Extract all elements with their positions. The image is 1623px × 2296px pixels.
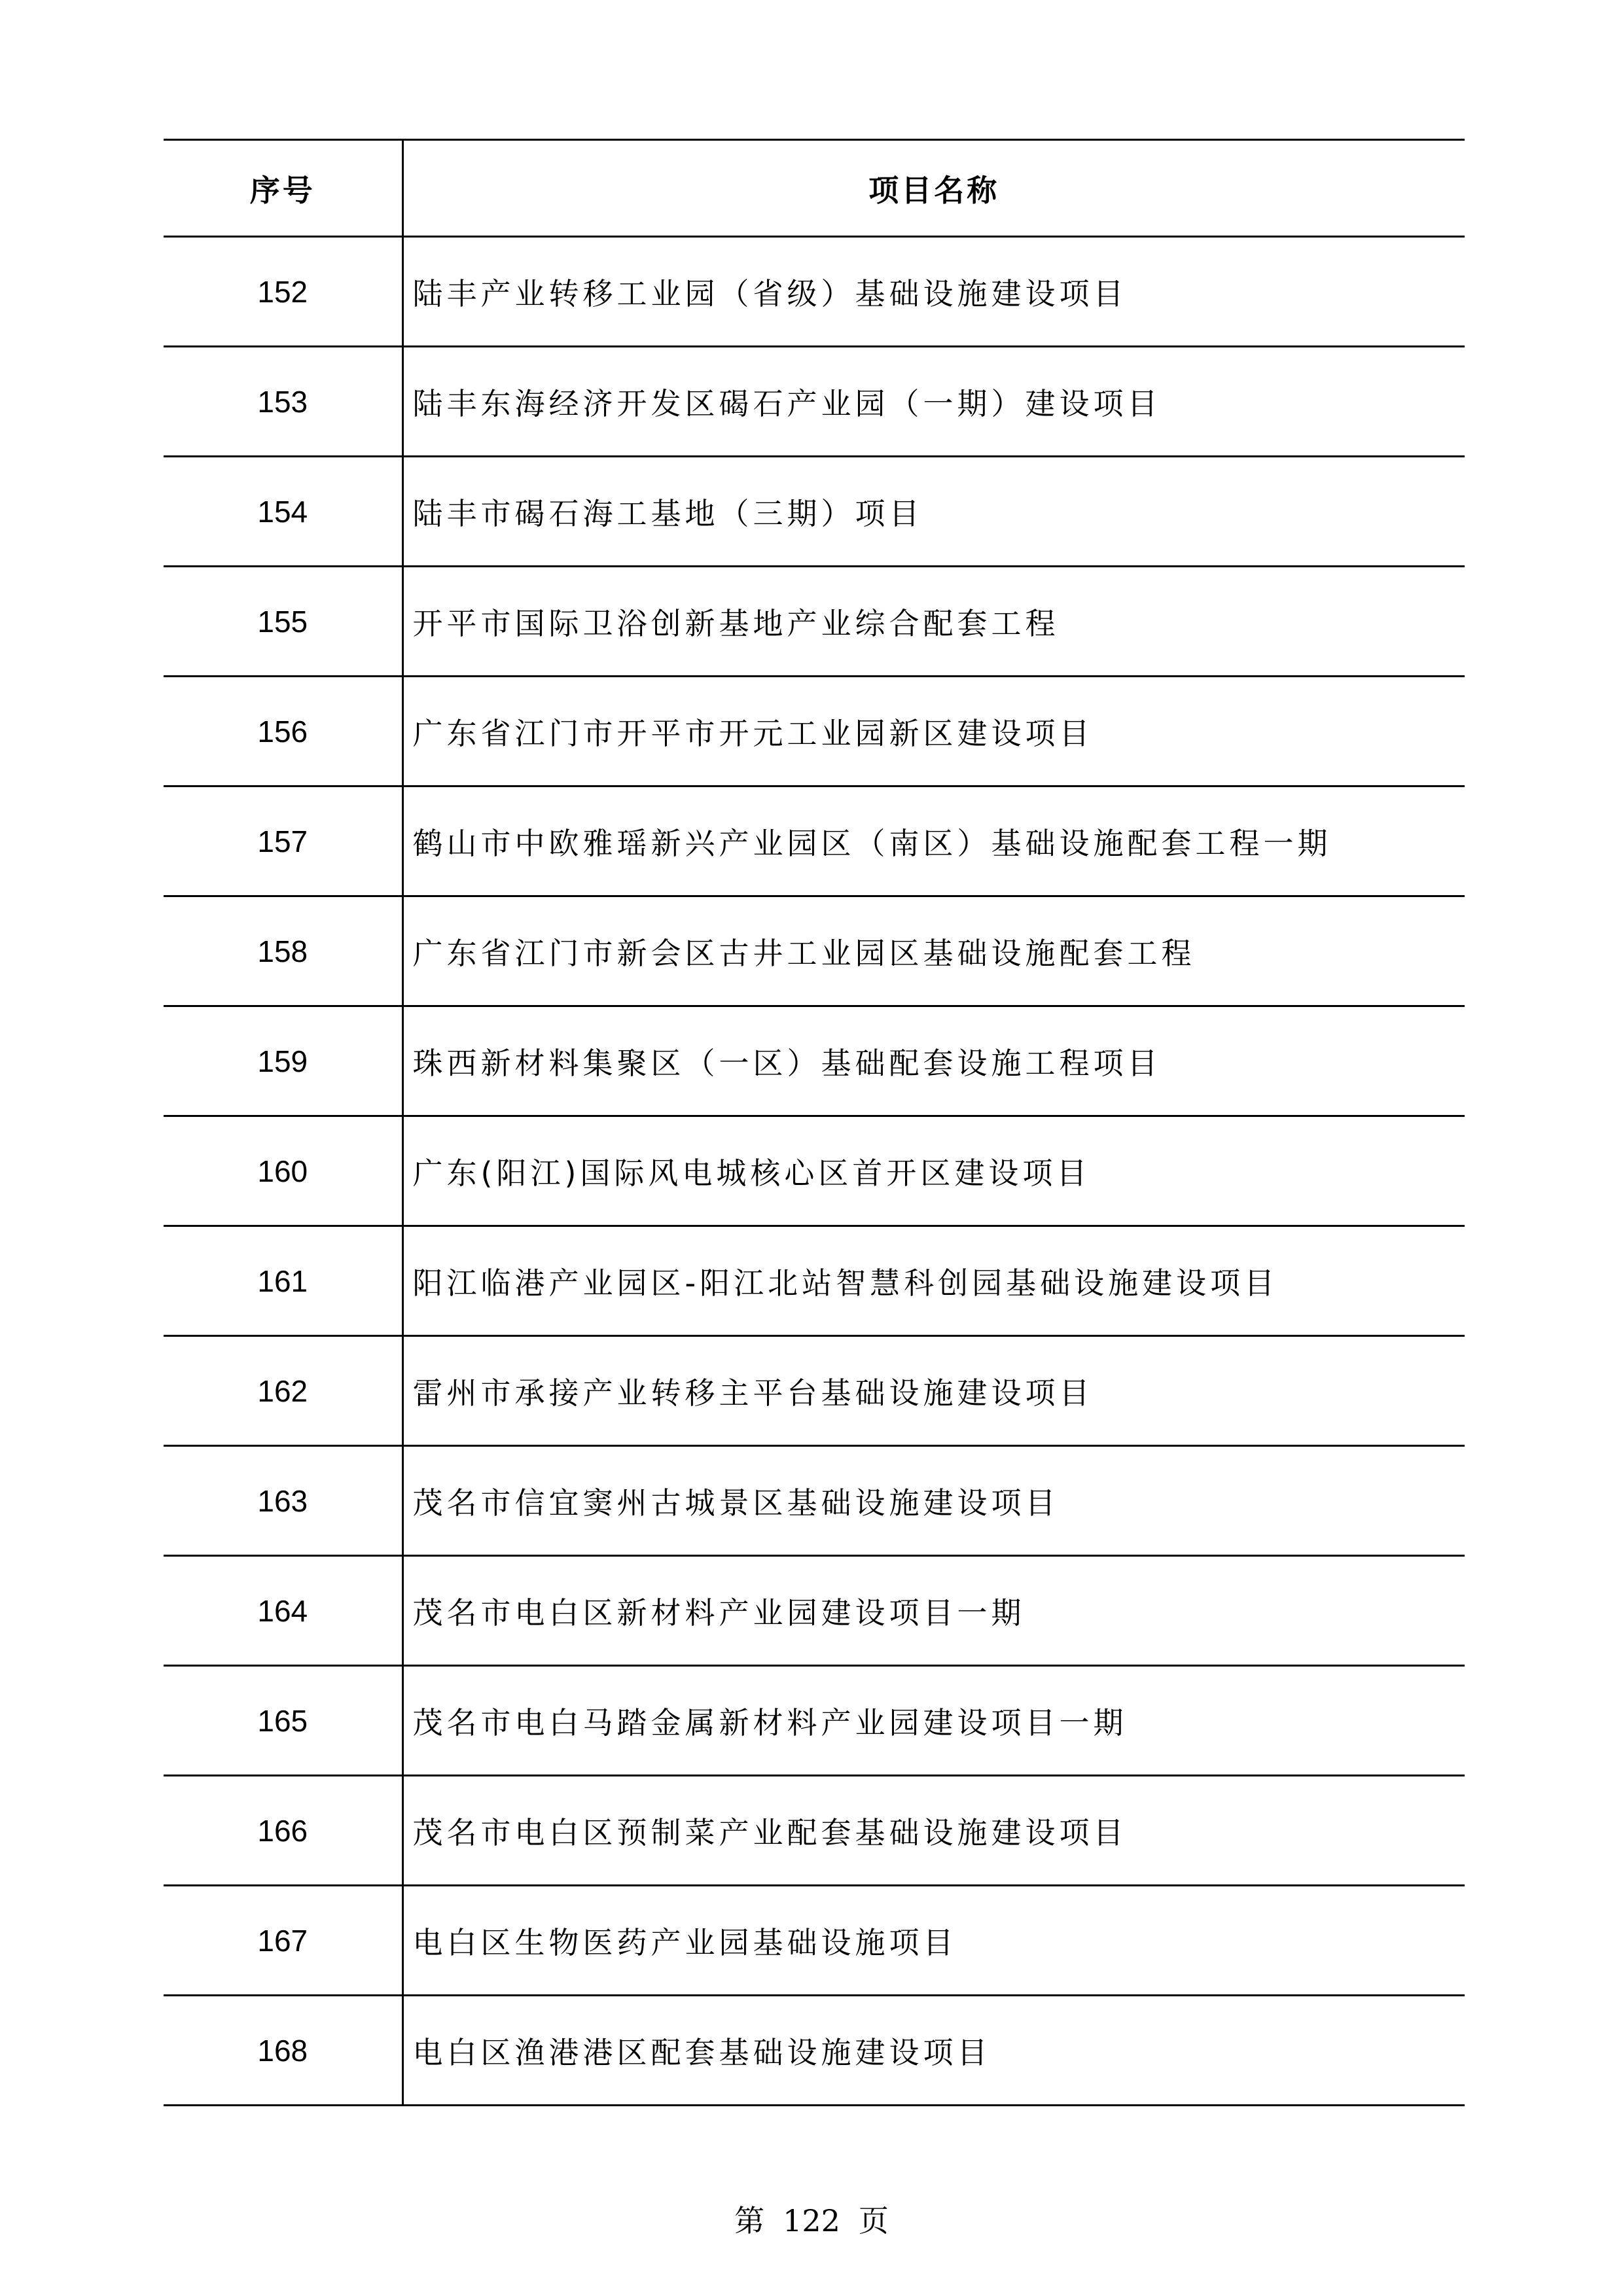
table-header-row (164, 140, 1465, 237)
row-project-name: 陆丰市碣石海工基地（三期）项目 (402, 457, 1465, 567)
page-label-prefix: 第 (734, 2203, 765, 2238)
row-number: 156 (164, 677, 402, 786)
row-project-name: 电白区生物医药产业园基础设施项目 (402, 1886, 1465, 1996)
row-number: 166 (164, 1776, 402, 1886)
header-name: 项目名称 (402, 140, 1465, 237)
row-project-name: 阳江临港产业园区-阳江北站智慧科创园基础设施建设项目 (402, 1226, 1465, 1336)
row-number: 153 (164, 347, 402, 457)
table-row (164, 347, 1465, 457)
table-row (164, 567, 1465, 677)
table-row (164, 1556, 1465, 1666)
row-project-name: 茂名市电白区预制菜产业配套基础设施建设项目 (402, 1776, 1465, 1886)
row-project-name: 鹤山市中欧雅瑶新兴产业园区（南区）基础设施配套工程一期 (402, 786, 1465, 896)
row-project-name: 茂名市电白区新材料产业园建设项目一期 (402, 1556, 1465, 1666)
row-project-name: 电白区渔港港区配套基础设施建设项目 (402, 1996, 1465, 2106)
row-number: 159 (164, 1006, 402, 1116)
table-row (164, 896, 1465, 1006)
project-table (164, 139, 1465, 2106)
page-footer (0, 2197, 1623, 2240)
page-number: 122 (783, 2203, 840, 2238)
row-number: 162 (164, 1336, 402, 1446)
table-row (164, 237, 1465, 347)
table-row (164, 1006, 1465, 1116)
row-project-name: 雷州市承接产业转移主平台基础设施建设项目 (402, 1336, 1465, 1446)
table-row (164, 1116, 1465, 1226)
table-row (164, 1996, 1465, 2106)
table-row (164, 1886, 1465, 1996)
page-label-suffix: 页 (858, 2203, 889, 2238)
row-number: 164 (164, 1556, 402, 1666)
header-number: 序号 (164, 140, 402, 237)
row-project-name: 茂名市信宜窦州古城景区基础设施建设项目 (402, 1446, 1465, 1556)
row-project-name: 陆丰产业转移工业园（省级）基础设施建设项目 (402, 237, 1465, 347)
row-project-name: 广东省江门市开平市开元工业园新区建设项目 (402, 677, 1465, 786)
row-project-name: 广东省江门市新会区古井工业园区基础设施配套工程 (402, 896, 1465, 1006)
table-row (164, 1336, 1465, 1446)
table-row (164, 1226, 1465, 1336)
row-number: 168 (164, 1996, 402, 2106)
row-number: 165 (164, 1666, 402, 1776)
row-number: 161 (164, 1226, 402, 1336)
row-number: 152 (164, 237, 402, 347)
row-number: 154 (164, 457, 402, 567)
row-project-name: 茂名市电白马踏金属新材料产业园建设项目一期 (402, 1666, 1465, 1776)
row-project-name: 珠西新材料集聚区（一区）基础配套设施工程项目 (402, 1006, 1465, 1116)
row-project-name: 广东(阳江)国际风电城核心区首开区建设项目 (402, 1116, 1465, 1226)
row-number: 167 (164, 1886, 402, 1996)
table-row (164, 677, 1465, 786)
table-row (164, 1446, 1465, 1556)
row-number: 163 (164, 1446, 402, 1556)
row-number: 158 (164, 896, 402, 1006)
table-row (164, 1666, 1465, 1776)
table-row (164, 457, 1465, 567)
row-number: 157 (164, 786, 402, 896)
table-row (164, 1776, 1465, 1886)
table-row (164, 786, 1465, 896)
row-project-name: 开平市国际卫浴创新基地产业综合配套工程 (402, 567, 1465, 677)
row-number: 160 (164, 1116, 402, 1226)
row-number: 155 (164, 567, 402, 677)
row-project-name: 陆丰东海经济开发区碣石产业园（一期）建设项目 (402, 347, 1465, 457)
